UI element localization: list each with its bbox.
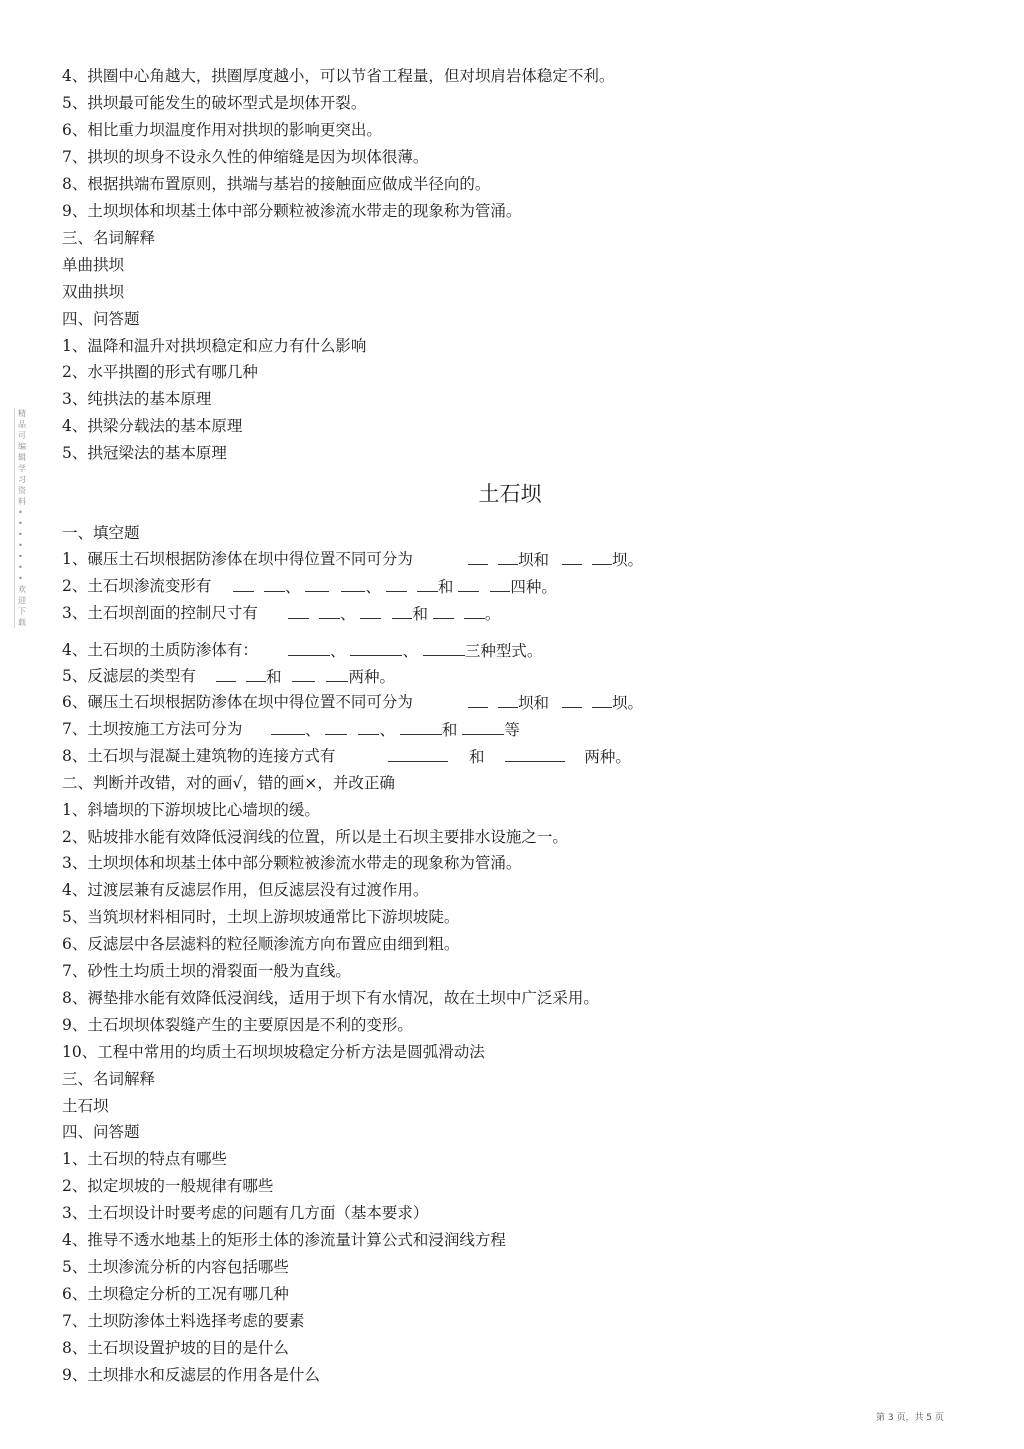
text-line: 4、过渡层兼有反滤层作用，但反滤层没有过渡作用。 (62, 881, 429, 899)
text-line: 9、土坝坝体和坝基土体中部分颗粒被渗流水带走的现象称为管涌。 (62, 202, 522, 220)
fill-question-2: 2、土石坝渗流变形有 (62, 577, 212, 595)
side-char: • (18, 508, 23, 517)
blank[interactable] (305, 576, 365, 592)
side-char: • (18, 530, 23, 539)
text-line: 3、土坝坝体和坝基土体中部分颗粒被渗流水带走的现象称为管涌。 (62, 854, 522, 872)
text-line: 土石坝 (62, 1097, 109, 1115)
text-line: 8、土石坝设置护坡的目的是什么 (62, 1339, 289, 1357)
side-char: 载 (18, 618, 26, 627)
blank[interactable] (288, 603, 340, 619)
blank[interactable] (386, 576, 438, 592)
blank[interactable] (462, 719, 504, 735)
side-char: 欢 (18, 585, 26, 594)
fill-question-8: 8、土石坝与混凝土建筑物的连接方式有 (62, 747, 336, 765)
text-line: 三、名词解释 (62, 1070, 156, 1088)
text-line: 3、土石坝设计时要考虑的问题有几方面（基本要求） (62, 1204, 429, 1222)
blank[interactable] (271, 719, 305, 735)
text-line: 三、名词解释 (62, 229, 156, 247)
text-line: 6、相比重力坝温度作用对拱坝的影响更突出。 (62, 121, 382, 139)
blank[interactable] (360, 603, 412, 619)
section-title: 土石坝 (478, 482, 542, 506)
text-line: 5、当筑坝材料相同时，土坝上游坝坡通常比下游坝坡陡。 (62, 908, 460, 926)
fill-heading: 一、填空题 (62, 524, 140, 542)
blank[interactable] (562, 692, 612, 708)
text-line: 7、拱坝的坝身不设永久性的伸缩缝是因为坝体很薄。 (62, 148, 429, 166)
blank[interactable] (423, 640, 465, 656)
text-line: 5、拱冠梁法的基本原理 (62, 444, 227, 462)
text-line: 5、拱坝最可能发生的破坏型式是坝体开裂。 (62, 94, 367, 112)
blank[interactable] (468, 549, 518, 565)
blank[interactable] (388, 746, 448, 762)
text-line: 7、砂性土均质土坝的滑裂面一般为直线。 (62, 962, 351, 980)
text-line: 四、问答题 (62, 310, 140, 328)
fill-question-7: 7、土坝按施工方法可分为 (62, 720, 243, 738)
fill-blanks-1: 坝和 坝。 (468, 549, 643, 570)
text-line: 9、土石坝坝体裂缝产生的主要原因是不利的变形。 (62, 1016, 413, 1034)
fill-question-5: 5、反滤层的类型有 (62, 667, 196, 685)
fill-blanks-6: 坝和 坝。 (468, 692, 643, 713)
blank[interactable] (468, 692, 518, 708)
fill-question-4: 4、土石坝的土质防渗体有： (62, 641, 258, 659)
text-line: 4、拱梁分载法的基本原理 (62, 417, 243, 435)
text-line: 4、拱圈中心角越大，拱圈厚度越小，可以节省工程量，但对坝肩岩体稳定不利。 (62, 67, 615, 85)
side-char: 编 (18, 442, 26, 451)
blank[interactable] (400, 719, 442, 735)
blank[interactable] (292, 666, 348, 682)
fill-blanks-7: 、 、 和 等 (271, 719, 520, 740)
text-line: 四、问答题 (62, 1123, 140, 1141)
side-char: 精 (18, 409, 26, 418)
side-char: • (18, 563, 23, 572)
side-char: 料 (18, 497, 26, 506)
text-line: 8、根据拱端布置原则，拱端与基岩的接触面应做成半径向的。 (62, 175, 491, 193)
page-footer: 第 3 页，共 5 页 (876, 1413, 944, 1423)
text-line: 8、褥垫排水能有效降低浸润线，适用于坝下有水情况，故在土坝中广泛采用。 (62, 989, 599, 1007)
text-line: 1、斜墙坝的下游坝坡比心墙坝的缓。 (62, 801, 320, 819)
side-watermark (14, 408, 34, 628)
text-line: 10、工程中常用的均质土石坝坝坡稳定分析方法是圆弧滑动法 (62, 1043, 485, 1061)
fill-question-1: 1、碾压土石坝根据防渗体在坝中得位置不同可分为 (62, 550, 413, 568)
blank[interactable] (505, 746, 565, 762)
fill-blanks-3: 、 和 。 (288, 603, 500, 624)
side-char: 资 (18, 486, 26, 495)
text-line: 7、土坝防渗体土料选择考虑的要素 (62, 1312, 305, 1330)
text-line: 6、土坝稳定分析的工况有哪几种 (62, 1285, 289, 1303)
text-line: 1、温降和温升对拱坝稳定和应力有什么影响 (62, 337, 367, 355)
text-line: 2、拟定坝坡的一般规律有哪些 (62, 1177, 274, 1195)
blank[interactable] (350, 640, 402, 656)
text-line: 9、土坝排水和反滤层的作用各是什么 (62, 1366, 320, 1384)
side-char: 品 (18, 420, 26, 429)
fill-blanks-8: 和 两种。 (388, 746, 631, 767)
text-line: 2、贴坡排水能有效降低浸润线的位置，所以是土石坝主要排水设施之一。 (62, 828, 568, 846)
side-char: 迎 (18, 596, 26, 605)
blank[interactable] (233, 576, 285, 592)
text-line: 4、推导不透水地基上的矩形土体的渗流量计算公式和浸润线方程 (62, 1231, 506, 1249)
blank[interactable] (288, 640, 330, 656)
blank[interactable] (325, 719, 379, 735)
blank[interactable] (562, 549, 612, 565)
blank[interactable] (433, 603, 485, 619)
side-char: • (18, 519, 23, 528)
side-char: 可 (18, 431, 26, 440)
text-line: 单曲拱坝 (62, 256, 125, 274)
side-char: • (18, 574, 23, 583)
side-char: 辑 (18, 453, 26, 462)
text-line: 1、土石坝的特点有哪些 (62, 1150, 227, 1168)
side-char: 习 (18, 475, 26, 484)
fill-blanks-2: 、 、 和 四种。 (233, 576, 557, 597)
text-line: 2、水平拱圈的形式有哪几种 (62, 363, 258, 381)
blank[interactable] (216, 666, 266, 682)
fill-question-6: 6、碾压土石坝根据防渗体在坝中得位置不同可分为 (62, 693, 413, 711)
text-line: 二、判断并改错，对的画√，错的画×，并改正确 (62, 774, 395, 792)
fill-blanks-4: 、 、 三种型式。 (288, 640, 542, 661)
text-line: 3、纯拱法的基本原理 (62, 390, 212, 408)
blank[interactable] (458, 576, 510, 592)
side-char: • (18, 552, 23, 561)
fill-blanks-5: 和 两种。 (216, 666, 395, 687)
side-char: 学 (18, 464, 26, 473)
text-line: 双曲拱坝 (62, 283, 125, 301)
text-line: 5、土坝渗流分析的内容包括哪些 (62, 1258, 289, 1276)
fill-question-3: 3、土石坝剖面的控制尺寸有 (62, 604, 258, 622)
side-char: • (18, 541, 23, 550)
text-line: 6、反滤层中各层滤料的粒径顺渗流方向布置应由细到粗。 (62, 935, 460, 953)
side-char: 下 (18, 607, 26, 616)
